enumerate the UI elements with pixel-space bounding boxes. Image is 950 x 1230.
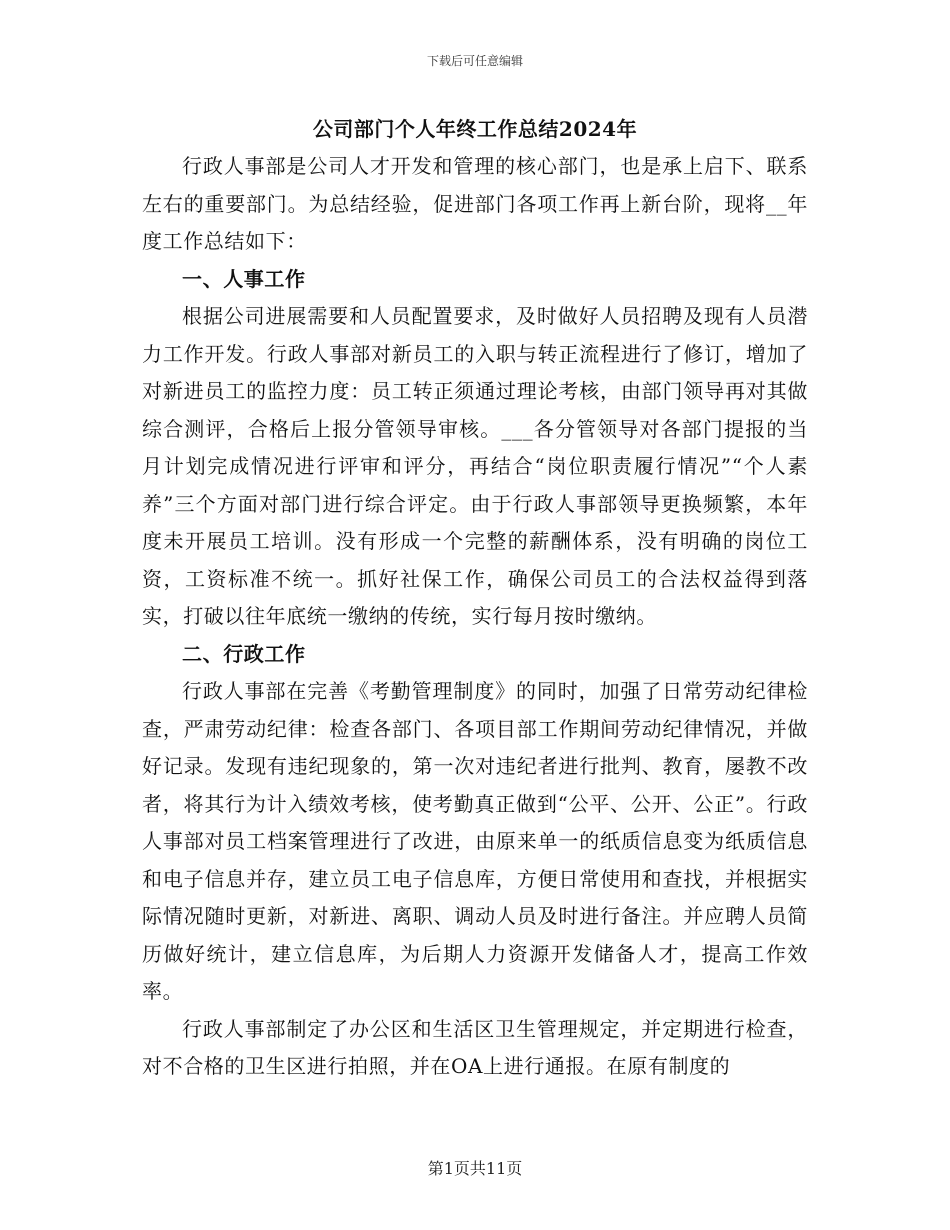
section-paragraph: 根据公司进展需要和人员配置要求，及时做好人员招聘及现有人员潜力工作开发。行政人事部对新员工的入职与转正流程进行了修订，增加了对新进员工的监控力度：员工转正须通过理论考核，由部门领导再对其做综合测评，合格后上报分管领导审核。___各分管领导对各部门提报的当月计划完成情况进行评审和评分，再结合“岗位职责履行情况”“个人素养”三个方面对部门进行综合评定。由于行政人事部领导更换频繁，本年度未开展员工培训。没有形成一个完整的薪酬体系，没有明确的岗位工资，工资标准不统一。抓好社保工作，确保公司员工的合法权益得到落实，打破以往年底统一缴纳的传统，实行每月按时缴纳。 (142, 304, 808, 628)
section-paragraph: 行政人事部在完善《考勤管理制度》的同时，加强了日常劳动纪律检查，严肃劳动纪律：检查各部门、各项目部工作期间劳动纪律情况，并做好记录。发现有违纪现象的，第一次对违纪者进行批判、教育，屡教不改者，将其行为计入绩效考核，使考勤真正做到“公平、公开、公正”。行政人事部对员工档案管理进行了改进，由原来单一的纸质信息变为纸质信息和电子信息并存，建立员工电子信息库，方便日常使用和查找，并根据实际情况随时更新，对新进、离职、调动人员及时进行备注。并应聘人员简历做好统计，建立信息库，为后期人力资源开发储备人才，提高工作效率。 (142, 679, 808, 1003)
document-title: 公司部门个人年终工作总结2024年 (312, 117, 638, 141)
section-heading-personnel: 一、人事工作 (182, 266, 306, 291)
section-paragraph: 行政人事部制定了办公区和生活区卫生管理规定，并定期进行检查，对不合格的卫生区进行拍照，并在OA上进行通报。在原有制度的 (142, 1016, 808, 1078)
page-header-note: 下载后可任意编辑 (426, 54, 523, 68)
page-number: 第1页共11页 (427, 1159, 523, 1178)
intro-paragraph: 行政人事部是公司人才开发和管理的核心部门，也是承上启下、联系左右的重要部门。为总结经验，促进部门各项工作再上新台阶，现将__年度工作总结如下： (142, 154, 808, 253)
document-body (142, 148, 808, 1086)
section-heading-administration: 二、行政工作 (182, 641, 306, 666)
